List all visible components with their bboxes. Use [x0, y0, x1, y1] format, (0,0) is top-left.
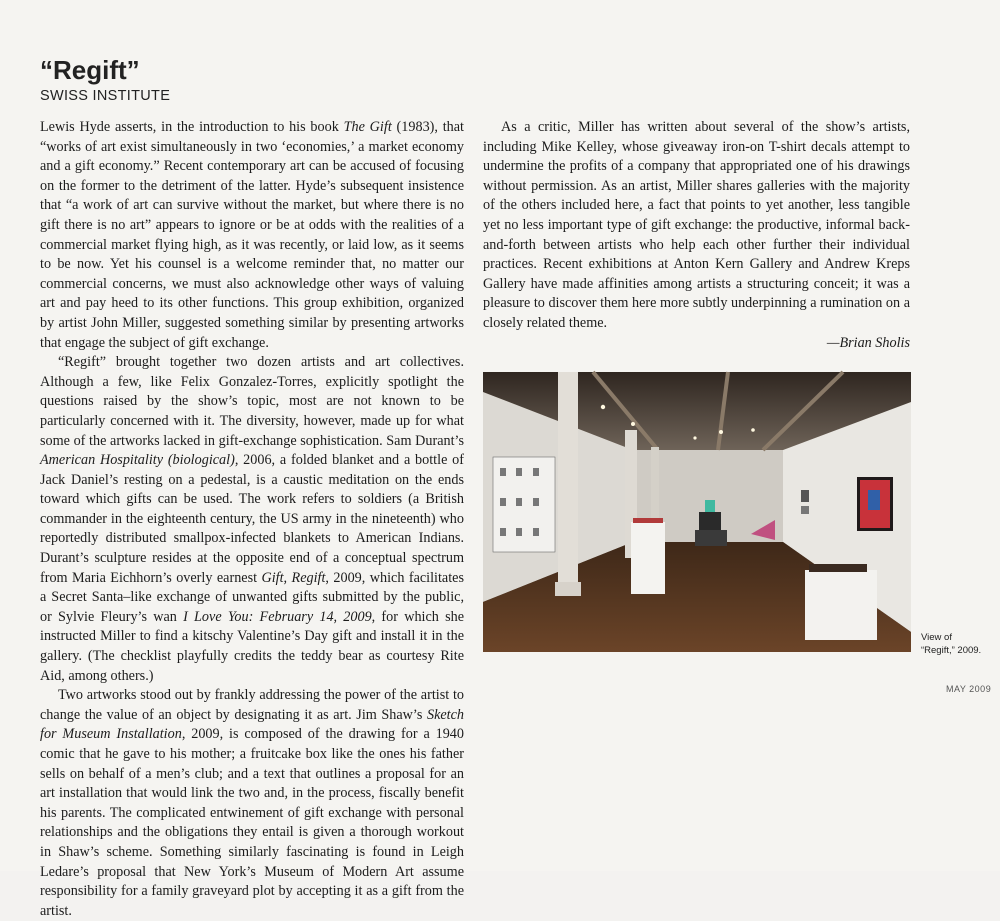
photo-caption — [921, 631, 981, 657]
artwork-title: I Love You: February 14, 2009 — [183, 608, 372, 625]
article-title: “Regift” — [40, 55, 140, 85]
left-column — [40, 118, 464, 921]
author-byline: —Brian Sholis — [826, 334, 910, 351]
venue-name: SWISS INSTITUTE — [40, 88, 171, 104]
artwork-title: Gift, Regift — [261, 569, 326, 586]
paragraph: As a critic, Miller has written about several of the show’s artists, including Mike Kelley, whose giveaway iron-on T-shirt decals attempt to undermine the profits of a company that appropriated one of his drawings without permission. As an artist, Miller shares galleries with the majority of the others included here, a fact that points to yet another, less tangible yet no less important type of gift exchange: the productive, informal back-and-forth between artists who help each other further their individual practices. Recent exhibitions at Anton Kern Gallery and Andrew Kreps Gallery have made affinities among artists a structuring conceit; it was a pleasure to discover them here more subtly underpinning a rumination on a closely related theme. — [483, 119, 910, 331]
paragraph: Lewis Hyde asserts, in the introduction to his book The Gift (1983), that “works of art exist simultaneously in two ‘economies,’ a market economy and a gift economy.” Recent contemporary art can be accused of focusing on the former to the detriment of the latter. Hyde’s subsequent insistence that “a work of art can survive without the market, but where there is no gift there is no art” appears to ignore or be at odds with the realities of a commercial market flying high, as it was recently, or laid low, as it seems to be now. Yet his counsel is a welcome reminder that, no matter our commercial concerns, we must also acknowledge other ways of valuing art and pay heed to its other functions. This group exhibition, organized by artist John Miller, suggested something similar by presenting artworks that engage the subject of gift exchange. — [40, 119, 464, 351]
artwork-title: The Gift — [343, 119, 392, 135]
paragraph: “Regift” brought together two dozen artists and art collectives. Although a few, like Felix Gonzalez-Torres, explicitly spotlight the questions raised by the show’s topic, most are not known to be particularly concerned with it. The diversity, however, made up for what some of the artworks lacked in gift-exchange sophistication. Sam Durant’s American Hospitality (biological), 2006, a folded blanket and a bottle of Jack Daniel’s resting on a pedestal, is a caustic meditation on the ends toward which gifts can be used. The work refers to soldiers (a British commander in the eighteenth century, the US army in the nineteenth) who reportedly distributed smallpox-infected blankets to American Indians. Durant’s sculpture resides at the opposite end of a conceptual spectrum from Maria Eichhorn’s overly earnest Gift, Regift, 2009, which facilitates a Secret Santa–like exchange of unwanted gifts submitted by the public, or Sylvie Fleury’s wan I Love You: February 14, 2009, for which she instructed Miller to find a kitschy Valentine’s Day gift and install it in the gallery. (The checklist playfully credits the teddy bear as courtesy Rite Aid, among others.) — [40, 354, 464, 684]
gallery-photo-illustration — [483, 372, 911, 652]
artwork-title: American Hospitality (biological) — [40, 452, 235, 469]
caption-line: “Regift,” 2009. — [921, 645, 982, 656]
page-folio: MAY 2009 — [946, 684, 992, 694]
artwork-title: Sketch for Museum Installation — [40, 706, 464, 743]
gallery-installation-photo — [483, 372, 911, 652]
right-column — [483, 118, 910, 353]
caption-line: View of — [921, 632, 952, 643]
paragraph: Two artworks stood out by frankly addressing the power of the artist to change the value of an object by designating it as art. Jim Shaw’s Sketch for Museum Installation, 2009, is composed of the drawing for a 1940 comic that he gave to his mother; a fruitcake box like the ones his father sells on behalf of a men’s club; and a text that outlines a proposal for an art installation that would link the two and, in the process, fiscally benefit his parents. The complicated entwinement of gift exchange with personal relationships and the obligations they entail is given a thorough workout in Shaw’s scheme. Something similarly fascinating is found in Leigh Ledare’s proposal that New York’s Museum of Modern Art assume responsibility for a family graveyard plot by accepting it as a gift from the artist. — [40, 687, 464, 919]
